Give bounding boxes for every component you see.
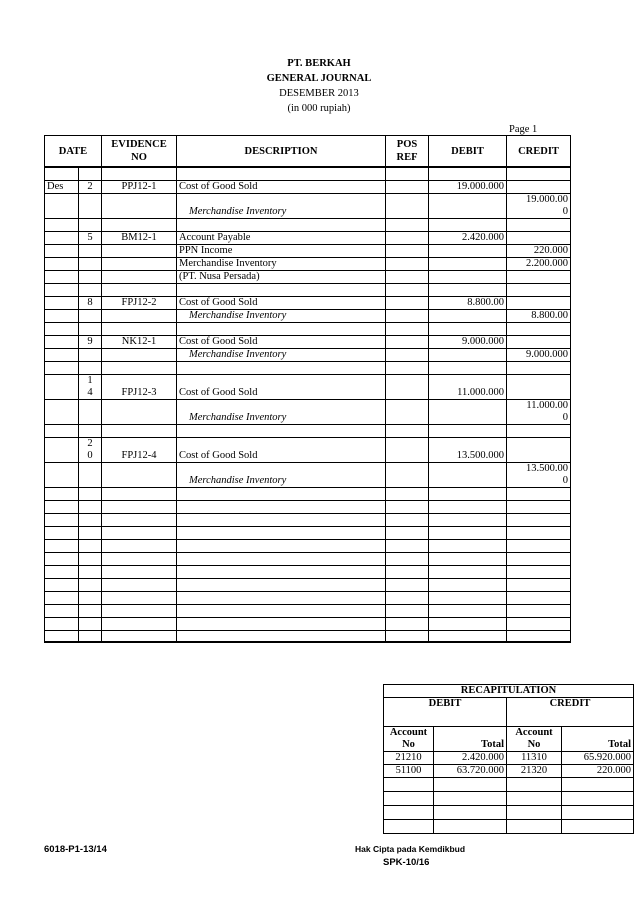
- table-row: [45, 245, 571, 258]
- entry-evidence: FPJ12-2: [102, 297, 177, 310]
- recap-debit-total: 2.420.000: [434, 752, 507, 765]
- company-name: PT. BERKAH: [287, 58, 351, 69]
- recap-debit-account-header: Account No: [384, 727, 434, 752]
- entry-credit: 2.200.000: [507, 258, 571, 271]
- table-row: [45, 605, 571, 618]
- table-row: [45, 579, 571, 592]
- recap-credit-account-header: Account No: [507, 727, 562, 752]
- table-row: [384, 752, 634, 765]
- entry-evidence: NK12-1: [102, 336, 177, 349]
- entry-debit: 8.800.00: [429, 297, 507, 310]
- entry-day: 5: [79, 232, 102, 245]
- table-row: [384, 778, 634, 792]
- table-row: [45, 271, 571, 284]
- recap-debit-header: DEBIT: [384, 698, 507, 727]
- recapitulation-table: [383, 684, 634, 834]
- table-row: [45, 631, 571, 643]
- journal-period: DESEMBER 2013: [279, 88, 359, 99]
- entry-description: Cost of Good Sold: [177, 297, 386, 310]
- entry-description: PPN Income: [177, 245, 386, 258]
- col-description: DESCRIPTION: [177, 136, 386, 168]
- entry-month: Des: [45, 181, 79, 194]
- recap-debit-total: 63.720.000: [434, 765, 507, 778]
- table-row: [384, 820, 634, 834]
- entry-description: Merchandise Inventory: [177, 258, 386, 271]
- table-row: [45, 167, 571, 181]
- col-debit: DEBIT: [429, 136, 507, 168]
- journal-title: GENERAL JOURNAL: [266, 73, 372, 84]
- entry-day: 2 0: [79, 438, 102, 463]
- table-row: [45, 501, 571, 514]
- footer-copyright: Hak Cipta pada Kemdikbud: [355, 844, 466, 854]
- col-evidence: EVIDENCE NO: [102, 136, 177, 168]
- entry-day: 9: [79, 336, 102, 349]
- table-row: [45, 336, 571, 349]
- recap-credit-header: CREDIT: [507, 698, 634, 727]
- table-row: [45, 284, 571, 297]
- entry-description: Merchandise Inventory: [177, 194, 386, 219]
- table-row: [45, 323, 571, 336]
- journal-header-row: [45, 136, 571, 168]
- entry-debit: 9.000.000: [429, 336, 507, 349]
- table-row: [45, 514, 571, 527]
- col-credit: CREDIT: [507, 136, 571, 168]
- entry-description: Merchandise Inventory: [177, 349, 386, 362]
- entry-credit: 220.000: [507, 245, 571, 258]
- entry-debit: 2.420.000: [429, 232, 507, 245]
- entry-description: Cost of Good Sold: [177, 181, 386, 194]
- table-row: [45, 488, 571, 501]
- table-row: [45, 310, 571, 323]
- recap-credit-total: 65.920.000: [562, 752, 634, 765]
- recap-credit-total-header: Total: [562, 727, 634, 752]
- recap-title: RECAPITULATION: [384, 685, 634, 698]
- table-row: [384, 765, 634, 778]
- entry-day: 1 4: [79, 375, 102, 400]
- entry-description: Cost of Good Sold: [177, 438, 386, 463]
- entry-day: 8: [79, 297, 102, 310]
- table-row: [45, 438, 571, 463]
- entry-credit: 11.000.00 0: [507, 400, 571, 425]
- entry-description: (PT. Nusa Persada): [177, 271, 386, 284]
- recap-debit-account: 21210: [384, 752, 434, 765]
- entry-evidence: FPJ12-4: [102, 438, 177, 463]
- table-row: [45, 527, 571, 540]
- table-row: [45, 258, 571, 271]
- table-row: [384, 806, 634, 820]
- col-date: DATE: [45, 136, 102, 168]
- table-row: [45, 375, 571, 400]
- recap-credit-total: 220.000: [562, 765, 634, 778]
- entry-description: Cost of Good Sold: [177, 336, 386, 349]
- recap-group-row: [384, 698, 634, 727]
- table-row: [45, 566, 571, 579]
- recap-debit-total-header: Total: [434, 727, 507, 752]
- table-row: [45, 297, 571, 310]
- entry-day: 2: [79, 181, 102, 194]
- table-row: [45, 425, 571, 438]
- table-row: [45, 362, 571, 375]
- col-pos-ref: POS REF: [386, 136, 429, 168]
- table-row: [45, 592, 571, 605]
- entry-credit: 19.000.00 0: [507, 194, 571, 219]
- entry-credit: 9.000.000: [507, 349, 571, 362]
- entry-evidence: PPJ12-1: [102, 181, 177, 194]
- document-header: [0, 56, 638, 116]
- entry-evidence: BM12-1: [102, 232, 177, 245]
- table-row: [45, 400, 571, 425]
- table-row: [45, 349, 571, 362]
- recap-credit-account: 11310: [507, 752, 562, 765]
- table-row: [45, 618, 571, 631]
- entry-debit: 11.000.000: [429, 375, 507, 400]
- entry-description: Merchandise Inventory: [177, 400, 386, 425]
- entry-description: Cost of Good Sold: [177, 375, 386, 400]
- table-row: [45, 232, 571, 245]
- recap-title-row: [384, 685, 634, 698]
- entry-description: Merchandise Inventory: [177, 463, 386, 488]
- table-row: [45, 553, 571, 566]
- table-row: [384, 792, 634, 806]
- recap-credit-account: 21320: [507, 765, 562, 778]
- entry-credit: 13.500.00 0: [507, 463, 571, 488]
- footer-doc-code: 6018-P1-13/14: [44, 844, 107, 855]
- entry-description: Account Payable: [177, 232, 386, 245]
- entry-description: Merchandise Inventory: [177, 310, 386, 323]
- entry-debit: 13.500.000: [429, 438, 507, 463]
- recap-subheader-row: [384, 727, 634, 752]
- recap-debit-account: 51100: [384, 765, 434, 778]
- table-row: [45, 194, 571, 219]
- page-number: Page 1: [509, 124, 538, 135]
- footer-page-code: SPK-10/16: [383, 857, 430, 868]
- journal-table: [44, 135, 571, 643]
- table-row: [45, 219, 571, 232]
- journal-unit: (in 000 rupiah): [287, 103, 351, 114]
- entry-debit: 19.000.000: [429, 181, 507, 194]
- entry-credit: 8.800.00: [507, 310, 571, 323]
- entry-evidence: FPJ12-3: [102, 375, 177, 400]
- table-row: [45, 463, 571, 488]
- table-row: [45, 181, 571, 194]
- table-row: [45, 540, 571, 553]
